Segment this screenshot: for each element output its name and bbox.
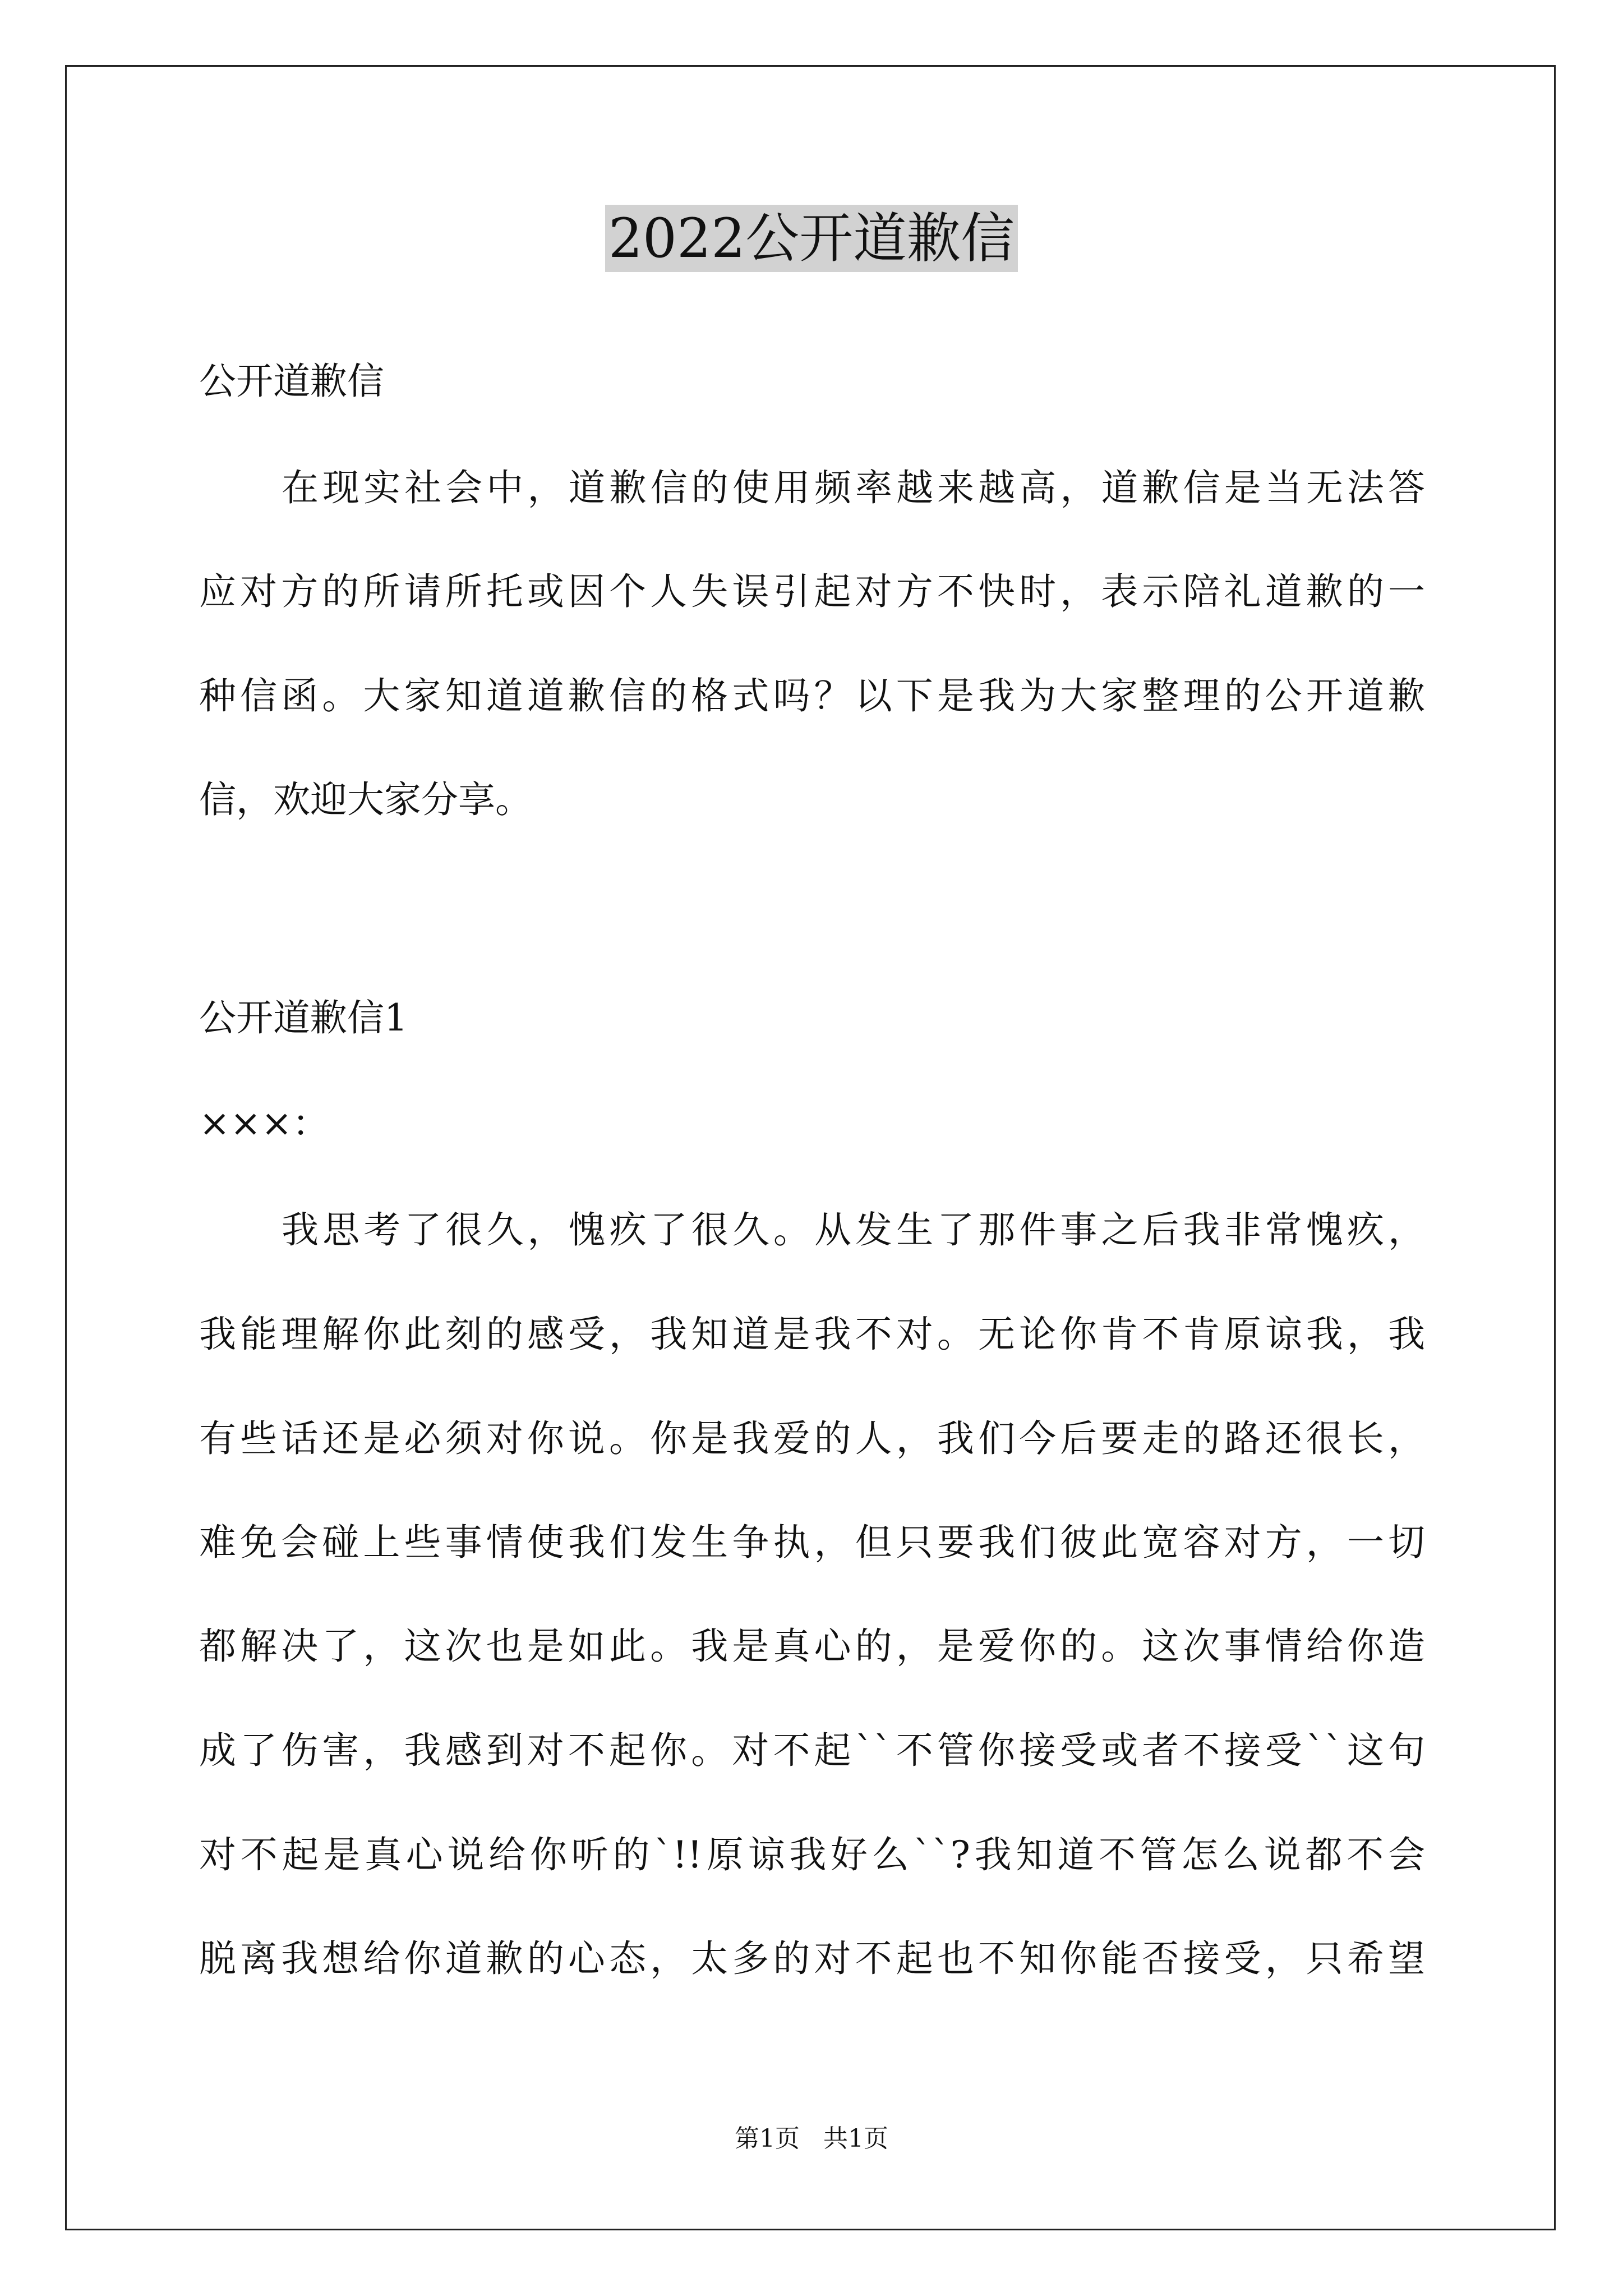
intro-line: 信，欢迎大家分享。 — [199, 778, 532, 821]
body-line: 我思考了很久，愧疚了很久。从发生了那件事之后我非常愧疚， — [282, 1208, 1425, 1251]
body-line: 我能理解你此刻的感受，我知道是我不对。无论你肯不肯原谅我，我 — [199, 1313, 1425, 1356]
page-footer: 第1页 共1页 — [735, 2124, 888, 2153]
body-line: 难免会碰上些事情使我们发生争执，但只要我们彼此宽容对方，一切 — [199, 1521, 1425, 1564]
intro-line: 在现实社会中，道歉信的使用频率越来越高，道歉信是当无法答 — [282, 466, 1425, 509]
document-subtitle: 公开道歉信 — [199, 360, 384, 403]
intro-line: 种信函。大家知道道歉信的格式吗？以下是我为大家整理的公开道歉 — [199, 674, 1425, 717]
salutation: ×××： — [199, 1102, 329, 1145]
document-title — [0, 199, 1623, 278]
body-line: 脱离我想给你道歉的心态，太多的对不起也不知你能否接受，只希望 — [199, 1937, 1425, 1980]
body-line: 有些话还是必须对你说。你是我爱的人，我们今后要走的路还很长， — [199, 1417, 1425, 1460]
body-line: 都解决了，这次也是如此。我是真心的，是爱你的。这次事情给你造 — [199, 1625, 1425, 1668]
body-line: 成了伤害，我感到对不起你。对不起``不管你接受或者不接受``这句 — [199, 1729, 1425, 1772]
section-heading: 公开道歉信1 — [199, 996, 408, 1039]
body-line: 对不起是真心说给你听的`!!原谅我好么``?我知道不管怎么说都不会 — [199, 1833, 1425, 1876]
document-title-text: 2022公开道歉信 — [605, 205, 1018, 272]
intro-line: 应对方的所请所托或因个人失误引起对方不快时，表示陪礼道歉的一 — [199, 570, 1425, 613]
